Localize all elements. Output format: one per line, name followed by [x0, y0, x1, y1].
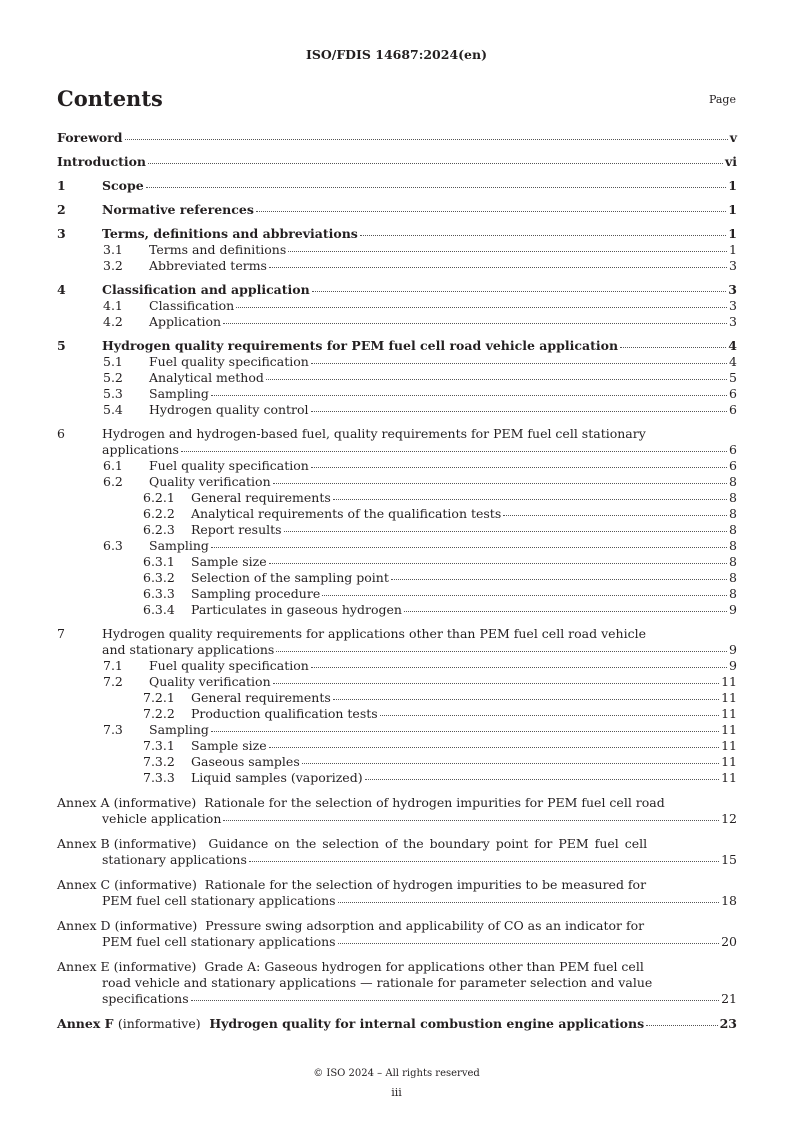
leader-dots [146, 187, 727, 188]
annex-label: Annex E [57, 959, 110, 974]
toc-page: 8 [729, 538, 737, 553]
toc-entry-6-2-2[interactable] [57, 506, 737, 522]
toc-number: 6.2.1 [143, 490, 175, 505]
toc-entry-3-1[interactable] [57, 242, 737, 258]
annex-label: Annex B [57, 836, 110, 851]
toc-number: 1 [57, 178, 66, 193]
toc-page: 1 [728, 202, 737, 217]
toc-entry-4-2[interactable] [57, 314, 737, 330]
toc-page: 9 [729, 642, 737, 657]
annex-title-line1: Pressure swing adsorption and applicability of CO as an indicator for [205, 918, 645, 933]
leader-dots [646, 1025, 717, 1026]
toc-title: Sample size [191, 554, 267, 569]
toc-entry-7-2-2[interactable] [57, 706, 737, 722]
toc-number: 5.3 [103, 386, 123, 401]
toc-entry-section-7[interactable] [57, 626, 737, 658]
toc-entry-6-3-3[interactable] [57, 586, 737, 602]
toc-page: 11 [721, 754, 737, 769]
toc-title: Terms and definitions [149, 242, 287, 257]
leader-dots [249, 861, 719, 862]
toc-page: 5 [729, 370, 737, 385]
toc-entry-annex-d[interactable] [57, 918, 737, 950]
toc-number: 7.3.1 [143, 738, 175, 753]
leader-dots [620, 347, 726, 348]
annex-title-line1: Rationale for the selection of hydrogen impurities for PEM fuel cell road [204, 795, 665, 810]
toc-page: vi [724, 154, 737, 169]
toc-number: 3 [57, 226, 66, 241]
leader-dots [302, 763, 719, 764]
toc-entry-7-2-1[interactable] [57, 690, 737, 706]
toc-title: Hydrogen quality control [149, 402, 309, 417]
leader-dots [269, 563, 727, 564]
toc-number: 5.1 [103, 354, 123, 369]
toc-entry-annex-b[interactable] [57, 836, 737, 868]
toc-page: 11 [721, 770, 737, 785]
toc-page: 11 [721, 690, 737, 705]
leader-dots [391, 579, 727, 580]
leader-dots [191, 1000, 719, 1001]
leader-dots [236, 307, 727, 308]
toc-entry-section-6[interactable] [57, 426, 737, 458]
toc-entry-7-1[interactable] [57, 658, 737, 674]
toc-entry-6-3-2[interactable] [57, 570, 737, 586]
toc-number: 6 [57, 426, 65, 441]
leader-dots [211, 395, 727, 396]
toc-title: Particulates in gaseous hydrogen [191, 602, 402, 617]
toc-page: 9 [729, 658, 737, 673]
leader-dots [273, 683, 719, 684]
toc-title: Abbreviated terms [149, 258, 267, 273]
toc-entry-introduction[interactable] [57, 154, 737, 170]
toc-title: Sampling procedure [191, 586, 321, 601]
toc-entry-annex-e[interactable] [57, 959, 737, 1007]
leader-dots [360, 235, 726, 236]
toc-page: 6 [729, 458, 737, 473]
toc-entry-6-3[interactable] [57, 538, 737, 554]
toc-number: 4.2 [103, 314, 123, 329]
toc-title: Foreword [57, 130, 123, 145]
toc-page: 4 [729, 354, 737, 369]
annex-title-line1: Hydrogen quality for internal combustion engine applications [209, 1016, 645, 1031]
toc-page: 11 [721, 722, 737, 737]
toc-entry-6-2[interactable] [57, 474, 737, 490]
toc-number: 7.3.3 [143, 770, 175, 785]
toc-page: 21 [721, 991, 737, 1006]
toc-title: Hydrogen quality requirements for PEM fuel cell road vehicle application [102, 338, 619, 353]
toc-title: Gaseous samples [191, 754, 300, 769]
toc-title: Analytical requirements of the qualification tests [191, 506, 502, 521]
toc-title-line1: Hydrogen quality requirements for applications other than PEM fuel cell road vehicle [102, 626, 646, 641]
annex-title-line2: stationary applications [102, 852, 247, 867]
leader-dots [311, 467, 727, 468]
toc-entry-7-3[interactable] [57, 722, 737, 738]
toc-number: 6.2 [103, 474, 123, 489]
annex-informative: (informative) [114, 918, 198, 933]
toc-number: 6.3.4 [143, 602, 175, 617]
leader-dots [266, 379, 727, 380]
leader-dots [284, 531, 727, 532]
toc-number: 7.3 [103, 722, 123, 737]
leader-dots [311, 667, 727, 668]
leader-dots [333, 499, 727, 500]
toc-number: 6.3.3 [143, 586, 175, 601]
leader-dots [338, 943, 720, 944]
page-title: Contents [57, 86, 163, 111]
annex-label: Annex D [57, 918, 111, 933]
toc-entry-section-2[interactable] [57, 202, 737, 218]
toc-entry-section-1[interactable] [57, 178, 737, 194]
toc-entry-6-2-1[interactable] [57, 490, 737, 506]
toc-number: 6.2.3 [143, 522, 175, 537]
toc-entry-7-2[interactable] [57, 674, 737, 690]
leader-dots [223, 323, 727, 324]
leader-dots [333, 699, 719, 700]
toc-number: 7.3.2 [143, 754, 175, 769]
annex-title-line2: PEM fuel cell stationary applications [102, 893, 336, 908]
toc-page: 3 [729, 258, 737, 273]
toc-number: 6.3 [103, 538, 123, 553]
toc-page: 23 [719, 1016, 737, 1031]
leader-dots [211, 547, 727, 548]
toc-title: Application [149, 314, 222, 329]
leader-dots [223, 820, 719, 821]
toc-title-line2: and stationary applications [102, 642, 275, 657]
toc-number: 4 [57, 282, 66, 297]
toc-title: Terms, definitions and abbreviations [102, 226, 358, 241]
leader-dots [503, 515, 727, 516]
toc-page: 15 [721, 852, 737, 867]
toc-page: 8 [729, 586, 737, 601]
toc-title: Fuel quality specification [149, 458, 309, 473]
toc-number: 7 [57, 626, 65, 641]
toc-entry-7-3-2[interactable] [57, 754, 737, 770]
annex-label: Annex A [57, 795, 110, 810]
toc-number: 2 [57, 202, 66, 217]
toc-title-line1: Hydrogen and hydrogen-based fuel, quality requirements for PEM fuel cell stationary [102, 426, 646, 441]
leader-dots [181, 451, 727, 452]
toc-page: 3 [729, 298, 737, 313]
toc-number: 5.4 [103, 402, 123, 417]
leader-dots [269, 747, 719, 748]
toc-page: 3 [728, 282, 737, 297]
leader-dots [322, 595, 727, 596]
toc-title: Scope [102, 178, 144, 193]
leader-dots [125, 139, 728, 140]
toc-page: 8 [729, 570, 737, 585]
annex-title-line2: road vehicle and stationary applications — rationale for parameter selection and value [102, 975, 653, 990]
leader-dots [256, 211, 726, 212]
toc-page: 8 [729, 522, 737, 537]
toc-page: 6 [729, 442, 737, 457]
toc-title: Sampling [149, 722, 209, 737]
annex-label: Annex F [57, 1016, 114, 1031]
toc-entry-5-1[interactable] [57, 354, 737, 370]
toc-page: 6 [729, 386, 737, 401]
toc-title: Classification and application [102, 282, 310, 297]
toc-entry-section-3[interactable] [57, 226, 737, 242]
toc-number: 5.2 [103, 370, 123, 385]
toc-entry-section-4[interactable] [57, 282, 737, 298]
toc-page: 12 [721, 811, 737, 826]
toc-title: Fuel quality specification [149, 354, 309, 369]
toc-entry-annex-a[interactable] [57, 795, 737, 827]
leader-dots [311, 363, 727, 364]
toc-entry-section-5[interactable] [57, 338, 737, 354]
toc-title: General requirements [191, 490, 331, 505]
toc-number: 6.3.1 [143, 554, 175, 569]
toc-entry-6-2-3[interactable] [57, 522, 737, 538]
toc-page: 8 [729, 554, 737, 569]
toc-number: 7.1 [103, 658, 123, 673]
leader-dots [273, 483, 727, 484]
toc-title: Sampling [149, 386, 209, 401]
toc-page: 11 [721, 706, 737, 721]
toc-entry-5-3[interactable] [57, 386, 737, 402]
toc-number: 3.1 [103, 242, 123, 257]
leader-dots [338, 902, 720, 903]
annex-informative: (informative) [117, 1016, 201, 1031]
leader-dots [276, 651, 727, 652]
annex-title-line1: Rationale for the selection of hydrogen impurities to be measured for [204, 877, 647, 892]
annex-title-line1: Grade A: Gaseous hydrogen for applications other than PEM fuel cell [204, 959, 644, 974]
toc-entry-5-2[interactable] [57, 370, 737, 386]
leader-dots [404, 611, 727, 612]
annex-title-line2: vehicle application [102, 811, 222, 826]
leader-dots [311, 411, 728, 412]
annex-title-line3: specifications [102, 991, 189, 1006]
toc-entry-7-3-1[interactable] [57, 738, 737, 754]
toc-page: 20 [721, 934, 737, 949]
toc-page: 4 [728, 338, 737, 353]
toc-title: General requirements [191, 690, 331, 705]
toc-title-line2: applications [102, 442, 179, 457]
toc-number: 6.3.2 [143, 570, 175, 585]
toc-entry-annex-c[interactable] [57, 877, 737, 909]
annex-informative: (informative) [113, 959, 197, 974]
toc-entry-6-1[interactable] [57, 458, 737, 474]
toc-entry-7-3-3[interactable] [57, 770, 737, 786]
toc-entry-3-2[interactable] [57, 258, 737, 274]
leader-dots [269, 267, 727, 268]
toc-title: Report results [191, 522, 282, 537]
toc-page: 8 [729, 490, 737, 505]
toc-number: 4.1 [103, 298, 123, 313]
toc-number: 6.2.2 [143, 506, 175, 521]
toc-number: 7.2.2 [143, 706, 175, 721]
toc-page: 11 [721, 674, 737, 689]
toc-page: 3 [729, 314, 737, 329]
toc-title: Classification [149, 298, 235, 313]
toc-page: 1 [728, 178, 737, 193]
toc-entry-4-1[interactable] [57, 298, 737, 314]
toc-number: 3.2 [103, 258, 123, 273]
toc-number: 7.2 [103, 674, 123, 689]
toc-number: 7.2.1 [143, 690, 175, 705]
toc-number: 5 [57, 338, 66, 353]
toc-title: Introduction [57, 154, 147, 169]
leader-dots [288, 251, 727, 252]
copyright-footer: © ISO 2024 – All rights reserved [313, 1068, 480, 1079]
annex-title-line1: Guidance on the selection of the boundary point for PEM fuel cell [208, 836, 648, 851]
annex-label: Annex C [57, 877, 111, 892]
toc-page: 18 [721, 893, 737, 908]
toc-title: Selection of the sampling point [191, 570, 389, 585]
toc-page: 8 [729, 506, 737, 521]
toc-entry-5-4[interactable] [57, 402, 737, 418]
toc-title: Quality verification [149, 674, 271, 689]
leader-dots [365, 779, 720, 780]
page-column-label: Page [708, 93, 736, 106]
toc-entry-foreword[interactable] [57, 130, 737, 146]
annex-informative: (informative) [113, 836, 197, 851]
toc-page: v [729, 130, 737, 145]
toc-title: Production qualification tests [191, 706, 378, 721]
toc-number: 6.1 [103, 458, 123, 473]
toc-title: Liquid samples (vaporized) [191, 770, 363, 785]
leader-dots [380, 715, 719, 716]
document-header: ISO/FDIS 14687:2024(en) [305, 47, 488, 62]
annex-informative: (informative) [113, 795, 197, 810]
toc-title: Fuel quality specification [149, 658, 309, 673]
toc-title: Quality verification [149, 474, 271, 489]
leader-dots [148, 163, 723, 164]
leader-dots [211, 731, 719, 732]
leader-dots [312, 291, 727, 292]
toc-page: 9 [729, 602, 737, 617]
annex-title-line2: PEM fuel cell stationary applications [102, 934, 336, 949]
toc-page: 8 [729, 474, 737, 489]
toc-page: 6 [729, 402, 737, 417]
toc-title: Sampling [149, 538, 209, 553]
annex-informative: (informative) [114, 877, 197, 892]
toc-title: Analytical method [149, 370, 264, 385]
toc-title: Normative references [102, 202, 254, 217]
toc-page: 1 [729, 242, 737, 257]
toc-page: 1 [728, 226, 737, 241]
toc-entry-annex-f[interactable] [57, 1016, 737, 1032]
toc-entry-6-3-1[interactable] [57, 554, 737, 570]
toc-page: 11 [721, 738, 737, 753]
table-of-contents [57, 130, 737, 1032]
toc-title: Sample size [191, 738, 267, 753]
toc-entry-6-3-4[interactable] [57, 602, 737, 618]
page-number: iii [391, 1086, 402, 1099]
